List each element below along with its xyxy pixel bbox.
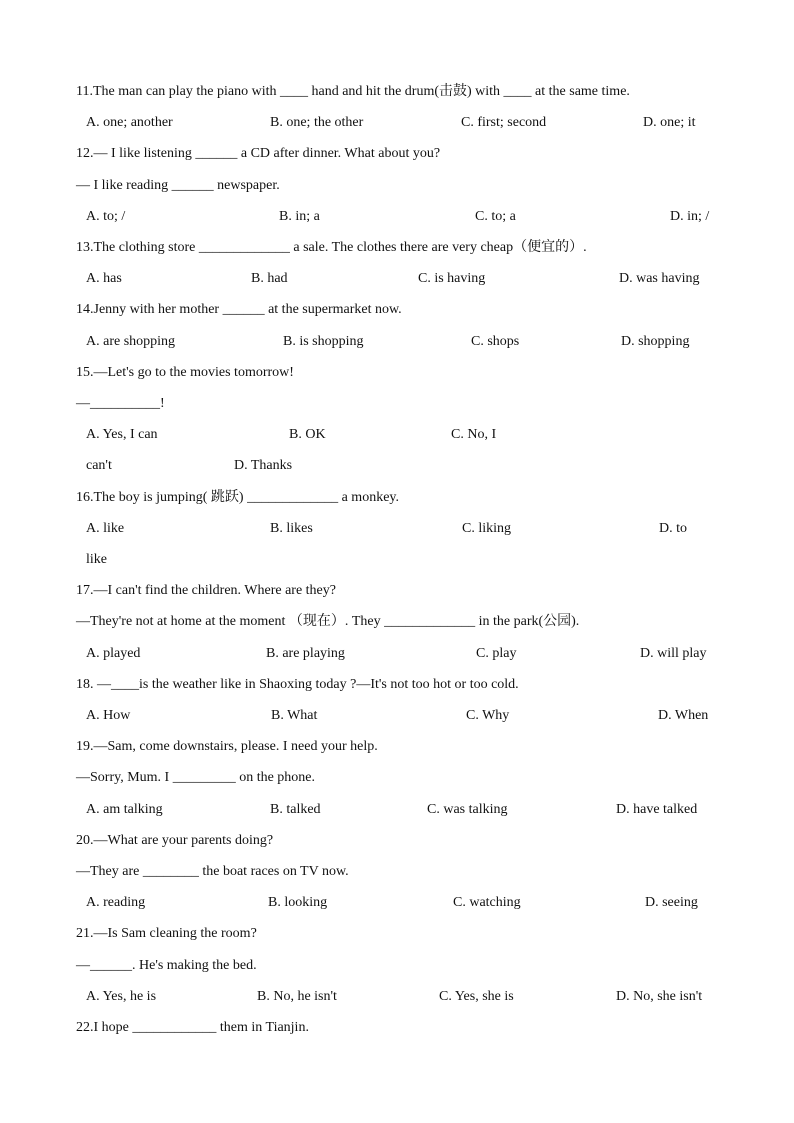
q14-option-a[interactable]: A. are shopping <box>86 334 176 349</box>
q11-stem: 11.The man can play the piano with ____ hand and hit the drum(击鼓) with ____ at the same time. <box>76 84 630 99</box>
q14-option-d[interactable]: D. shopping <box>621 334 690 349</box>
q20-option-d[interactable]: D. seeing <box>645 895 698 910</box>
q17-options <box>76 643 718 665</box>
q18-stem: 18. —____is the weather like in Shaoxing today ?—It's not too hot or too cold. <box>76 677 519 692</box>
q21-stem-2: —______. He's making the bed. <box>76 958 257 973</box>
q19-option-c[interactable]: C. was talking <box>427 802 508 817</box>
q20-option-b[interactable]: B. looking <box>268 895 328 910</box>
q22-stem: 22.I hope ____________ them in Tianjin. <box>76 1020 309 1035</box>
q15-option-a[interactable]: A. Yes, I can <box>86 427 158 442</box>
q20-option-a[interactable]: A. reading <box>86 895 146 910</box>
q13-option-c[interactable]: C. is having <box>418 271 486 286</box>
q12-option-a[interactable]: A. to; / <box>86 209 126 224</box>
q17-stem: 17.—I can't find the children. Where are they? <box>76 583 336 598</box>
q12-option-b[interactable]: B. in; a <box>279 209 320 224</box>
q16-option-d[interactable]: D. to <box>659 521 687 536</box>
q14-stem: 14.Jenny with her mother ______ at the supermarket now. <box>76 302 402 317</box>
q15-stem-2: —__________! <box>76 396 165 411</box>
q18-options <box>76 705 718 727</box>
q13-stem: 13.The clothing store _____________ a sale. The clothes there are very cheap（便宜的）. <box>76 240 587 255</box>
q14-options <box>76 331 718 353</box>
q12-stem: 12.— I like listening ______ a CD after dinner. What about you? <box>76 146 441 161</box>
q13-option-d[interactable]: D. was having <box>619 271 700 286</box>
q16-options-cont <box>76 549 718 571</box>
q12-stem-2: — I like reading ______ newspaper. <box>76 178 280 193</box>
q13-option-a[interactable]: A. has <box>86 271 122 286</box>
q21-option-d[interactable]: D. No, she isn't <box>616 989 703 1004</box>
q17-option-b[interactable]: B. are playing <box>266 646 345 661</box>
q19-option-b[interactable]: B. talked <box>270 802 321 817</box>
q21-stem: 21.—Is Sam cleaning the room? <box>76 926 257 941</box>
q18-option-b[interactable]: B. What <box>271 708 318 723</box>
q18-option-a[interactable]: A. How <box>86 708 131 723</box>
q19-stem: 19.—Sam, come downstairs, please. I need your help. <box>76 739 378 754</box>
q14-option-b[interactable]: B. is shopping <box>283 334 364 349</box>
q19-options <box>76 799 718 821</box>
q16-option-c[interactable]: C. liking <box>462 521 512 536</box>
q11-option-a[interactable]: A. one; another <box>86 115 173 130</box>
q21-option-c[interactable]: C. Yes, she is <box>439 989 514 1004</box>
q21-options <box>76 986 718 1008</box>
q16-stem: 16.The boy is jumping( 跳跃) _____________ a monkey. <box>76 490 400 505</box>
q12-options <box>76 206 718 228</box>
q11-option-c[interactable]: C. first; second <box>461 115 547 130</box>
q13-options <box>76 268 718 290</box>
q16-option-b[interactable]: B. likes <box>270 521 313 536</box>
q12-option-d[interactable]: D. in; / <box>670 209 710 224</box>
q15-options <box>76 424 718 446</box>
q21-option-a[interactable]: A. Yes, he is <box>86 989 157 1004</box>
q16-option-a[interactable]: A. like <box>86 521 125 536</box>
q17-option-c[interactable]: C. play <box>476 646 517 661</box>
q18-option-d[interactable]: D. When <box>658 708 709 723</box>
q19-option-a[interactable]: A. am talking <box>86 802 163 817</box>
q13-option-b[interactable]: B. had <box>251 271 288 286</box>
q15-option-c[interactable]: C. No, I <box>451 427 497 442</box>
q16-options <box>76 518 718 540</box>
q17-option-a[interactable]: A. played <box>86 646 141 661</box>
q14-option-c[interactable]: C. shops <box>471 334 520 349</box>
q20-stem: 20.—What are your parents doing? <box>76 833 274 848</box>
q20-option-c[interactable]: C. watching <box>453 895 521 910</box>
q11-option-d[interactable]: D. one; it <box>643 115 696 130</box>
q17-option-d[interactable]: D. will play <box>640 646 707 661</box>
q15-stem: 15.—Let's go to the movies tomorrow! <box>76 365 294 380</box>
q20-options <box>76 892 718 914</box>
q11-option-b[interactable]: B. one; the other <box>270 115 364 130</box>
q19-stem-2: —Sorry, Mum. I _________ on the phone. <box>76 770 316 785</box>
q17-stem-2: —They're not at home at the moment （现在）. They _____________ in the park(公园). <box>76 614 580 629</box>
q15-option-c-cont[interactable]: can't <box>86 458 112 473</box>
q11-options <box>76 112 718 134</box>
q18-option-c[interactable]: C. Why <box>466 708 510 723</box>
q16-option-d-cont[interactable]: like <box>86 552 107 567</box>
q21-option-b[interactable]: B. No, he isn't <box>257 989 337 1004</box>
q19-option-d[interactable]: D. have talked <box>616 802 698 817</box>
q15-option-b[interactable]: B. OK <box>289 427 326 442</box>
q15-option-d[interactable]: D. Thanks <box>234 458 293 473</box>
q20-stem-2: —They are ________ the boat races on TV now. <box>76 864 349 879</box>
q15-options-cont <box>76 455 718 477</box>
q12-option-c[interactable]: C. to; a <box>475 209 516 224</box>
